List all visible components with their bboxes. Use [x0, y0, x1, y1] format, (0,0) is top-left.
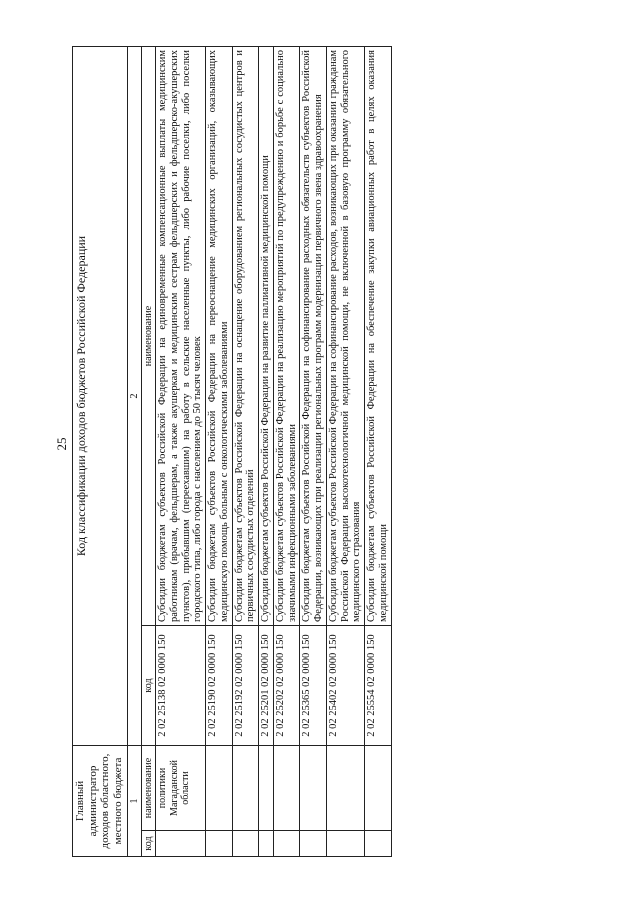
- income-name-cell: Субсидии бюджетам субъектов Российской Федерации на обеспечение закупки авиационных работ в целях оказания медицинской помощи: [365, 47, 392, 626]
- income-name-cell: Субсидии бюджетам субъектов Российской Федерации на развитие паллиативной медицинской помощи: [259, 47, 274, 626]
- admin-name-header: наименование: [142, 746, 156, 831]
- column-number-2: 2: [128, 47, 142, 746]
- income-name-cell: Субсидии бюджетам субъектов Российской Федерации на оснащение оборудованием региональных сосудистых центров и первичных сосудистых отделений: [232, 47, 259, 626]
- income-code-cell: 2 02 25554 02 0000 150: [365, 626, 392, 746]
- admin-code-cell: [365, 831, 392, 857]
- income-code-cell: 2 02 25402 02 0000 150: [326, 626, 364, 746]
- admin-code-cell: [156, 831, 206, 857]
- admin-name-cell: [206, 746, 233, 831]
- admin-name-cell: [273, 746, 300, 831]
- admin-code-header: код: [142, 831, 156, 857]
- admin-name-cell: [365, 746, 392, 831]
- income-name-header: наименование: [142, 47, 156, 626]
- admin-group-header: Главный администратор доходов областного, местного бюджета: [73, 746, 128, 857]
- admin-name-cell: [300, 746, 327, 831]
- admin-name-cell: [259, 746, 274, 831]
- admin-code-cell: [326, 831, 364, 857]
- admin-name-cell: [232, 746, 259, 831]
- income-classification-table: [72, 46, 392, 857]
- income-code-cell: 2 02 25192 02 0000 150: [232, 626, 259, 746]
- income-code-cell: 2 02 25202 02 0000 150: [273, 626, 300, 746]
- income-code-cell: 2 02 25201 02 0000 150: [259, 626, 274, 746]
- income-code-header: код: [142, 626, 156, 746]
- income-name-cell: Субсидии бюджетам субъектов Российской Федерации на софинансирование расходов, возникающих при оказании гражданам Российской Федерации высокотехнологичной медицинской помощи, не включенной в базовую программу обязательного медицинского страхования: [326, 47, 364, 626]
- admin-code-cell: [273, 831, 300, 857]
- income-name-cell: Субсидии бюджетам субъектов Российской Федерации на софинансирование расходных обязательств субъектов Российской Федерации, возникающих при реализации региональных программ модернизации первичного звена здравоохранения: [300, 47, 327, 626]
- admin-code-cell: [206, 831, 233, 857]
- admin-code-cell: [232, 831, 259, 857]
- table-row: [326, 47, 364, 857]
- income-name-cell: Субсидии бюджетам субъектов Российской Федерации на переоснащение медицинских организаций, оказывающих медицинскую помощь больным с онкологическими заболеваниями: [206, 47, 233, 626]
- income-name-cell: Субсидии бюджетам субъектов Российской Федерации на реализацию мероприятий по предупреждению и борьбе с социально значимыми инфекционными заболеваниями: [273, 47, 300, 626]
- table-row: [259, 47, 274, 857]
- admin-name-cell: политики Магаданской области: [156, 746, 206, 831]
- table-row: [232, 47, 259, 857]
- income-classification-header: Код классификации доходов бюджетов Российской Федерации: [73, 47, 128, 746]
- page-number: 25: [54, 437, 69, 451]
- table-row: [273, 47, 300, 857]
- admin-name-cell: [326, 746, 364, 831]
- admin-code-cell: [259, 831, 274, 857]
- income-name-cell: Субсидии бюджетам субъектов Российской Федерации на единовременные компенсационные выплаты медицинским работникам (врачам, фельдшерам, а также акушеркам и медицинским сестрам фельдшерских и фельдшерско-акушерских пунктов), прибывшим (переехавшим) на работу в сельские населенные пункты, либо рабочие поселки, либо поселки городского типа, либо города с населением до 50 тысяч человек: [156, 47, 206, 626]
- income-code-cell: 2 02 25190 02 0000 150: [206, 626, 233, 746]
- admin-code-cell: [300, 831, 327, 857]
- income-code-cell: 2 02 25138 02 0000 150: [156, 626, 206, 746]
- table-row: [365, 47, 392, 857]
- income-code-cell: 2 02 25365 02 0000 150: [300, 626, 327, 746]
- table-row: [156, 47, 206, 857]
- column-number-1: 1: [128, 746, 142, 857]
- rotated-table-container: [72, 47, 542, 857]
- table-row: [206, 47, 233, 857]
- table-row: [300, 47, 327, 857]
